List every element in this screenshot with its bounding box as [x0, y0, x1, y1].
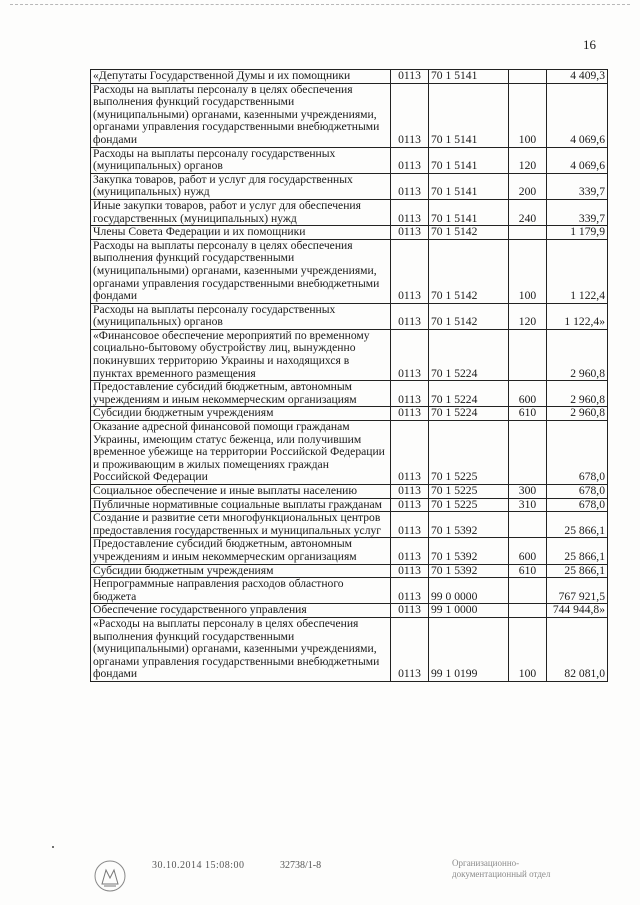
- row-vr-cell: 100: [509, 83, 547, 147]
- row-section-cell: 0113: [391, 578, 429, 604]
- row-vr-cell: 120: [509, 303, 547, 329]
- row-section-cell: 0113: [391, 407, 429, 421]
- row-vr-cell: 300: [509, 485, 547, 499]
- table-row: [91, 564, 608, 578]
- scan-top-edge: [10, 4, 630, 6]
- table-row: [91, 407, 608, 421]
- row-csr-cell: 70 1 5225: [429, 485, 509, 499]
- row-vr-cell: [509, 226, 547, 240]
- row-name-cell: Предоставление субсидий бюджетным, автономным учреждениям и иным некоммерческим организациям: [91, 381, 391, 407]
- row-vr-cell: [509, 421, 547, 485]
- row-csr-cell: 99 1 0199: [429, 617, 509, 681]
- row-amount-cell: 25 866,1: [547, 538, 608, 564]
- row-vr-cell: 100: [509, 617, 547, 681]
- row-csr-cell: 70 1 5142: [429, 226, 509, 240]
- row-csr-cell: 70 1 5392: [429, 564, 509, 578]
- page-footer: [0, 858, 640, 898]
- row-name-cell: Члены Совета Федерации и их помощники: [91, 226, 391, 240]
- footer-department-line1: Организационно-: [452, 858, 520, 868]
- footer-datetime: 30.10.2014 15:08:00: [152, 860, 245, 871]
- table-row: [91, 512, 608, 538]
- row-amount-cell: 1 122,4: [547, 239, 608, 303]
- row-amount-cell: 678,0: [547, 485, 608, 499]
- row-csr-cell: 70 1 5141: [429, 83, 509, 147]
- row-name-cell: Иные закупки товаров, работ и услуг для обеспечения государственных (муниципальных) нужд: [91, 199, 391, 225]
- row-section-cell: 0113: [391, 147, 429, 173]
- row-csr-cell: 70 1 5141: [429, 147, 509, 173]
- row-vr-cell: 120: [509, 147, 547, 173]
- footer-doc-code: 32738/1-8: [280, 860, 322, 871]
- row-name-cell: Предоставление субсидий бюджетным, автономным учреждениям и иным некоммерческим организациям: [91, 538, 391, 564]
- row-amount-cell: 25 866,1: [547, 564, 608, 578]
- table-row: [91, 381, 608, 407]
- table-row: [91, 226, 608, 240]
- row-csr-cell: 70 1 5141: [429, 173, 509, 199]
- table-row: [91, 199, 608, 225]
- row-vr-cell: [509, 578, 547, 604]
- row-vr-cell: [509, 604, 547, 618]
- row-csr-cell: 70 1 5142: [429, 239, 509, 303]
- row-amount-cell: 678,0: [547, 421, 608, 485]
- table-row: [91, 147, 608, 173]
- row-vr-cell: [509, 70, 547, 84]
- row-section-cell: 0113: [391, 381, 429, 407]
- row-vr-cell: 100: [509, 239, 547, 303]
- row-amount-cell: 2 960,8: [547, 407, 608, 421]
- table-row: [91, 83, 608, 147]
- table-row: [91, 617, 608, 681]
- footer-department-line2: документационный отдел: [452, 869, 551, 879]
- row-csr-cell: 70 1 5141: [429, 70, 509, 84]
- row-name-cell: Расходы на выплаты персоналу в целях обеспечения выполнения функций государственными (муниципальными) органами, казенными учреждениями, органами управления государственными внебюджетными фондами: [91, 83, 391, 147]
- row-name-cell: Расходы на выплаты персоналу государственных (муниципальных) органов: [91, 303, 391, 329]
- row-name-cell: «Финансовое обеспечение мероприятий по временному социально-бытовому обустройству лиц, вынужденно покинувших территорию Украины и находящихся в пунктах временного размещения: [91, 329, 391, 380]
- budget-table: [90, 69, 608, 682]
- row-vr-cell: 600: [509, 538, 547, 564]
- row-amount-cell: 2 960,8: [547, 329, 608, 380]
- table-row: [91, 538, 608, 564]
- row-name-cell: Расходы на выплаты персоналу государственных (муниципальных) органов: [91, 147, 391, 173]
- row-name-cell: Обеспечение государственного управления: [91, 604, 391, 618]
- table-row: [91, 239, 608, 303]
- table-row: [91, 604, 608, 618]
- row-section-cell: 0113: [391, 239, 429, 303]
- row-vr-cell: [509, 329, 547, 380]
- row-csr-cell: 70 1 5225: [429, 498, 509, 512]
- row-name-cell: Публичные нормативные социальные выплаты гражданам: [91, 498, 391, 512]
- row-amount-cell: 4 069,6: [547, 147, 608, 173]
- row-section-cell: 0113: [391, 604, 429, 618]
- row-section-cell: 0113: [391, 226, 429, 240]
- row-section-cell: 0113: [391, 70, 429, 84]
- table-row: [91, 578, 608, 604]
- row-csr-cell: 70 1 5392: [429, 512, 509, 538]
- table-row: [91, 485, 608, 499]
- row-csr-cell: 70 1 5224: [429, 329, 509, 380]
- row-vr-cell: 610: [509, 564, 547, 578]
- row-section-cell: 0113: [391, 303, 429, 329]
- row-section-cell: 0113: [391, 199, 429, 225]
- row-csr-cell: 70 1 5225: [429, 421, 509, 485]
- row-amount-cell: 2 960,8: [547, 381, 608, 407]
- row-csr-cell: 99 1 0000: [429, 604, 509, 618]
- row-section-cell: 0113: [391, 512, 429, 538]
- budget-table-body: [91, 70, 608, 682]
- table-row: [91, 173, 608, 199]
- page-number: 16: [583, 37, 596, 52]
- row-vr-cell: 240: [509, 199, 547, 225]
- row-name-cell: Расходы на выплаты персоналу в целях обеспечения выполнения функций государственными (муниципальными) органами, казенными учреждениями, органами управления государственными внебюджетными фондами: [91, 239, 391, 303]
- row-vr-cell: 310: [509, 498, 547, 512]
- row-name-cell: «Расходы на выплаты персоналу в целях обеспечения выполнения функций государственными (муниципальными) органами, казенными учреждениями, органами управления государственными внебюджетными фондами: [91, 617, 391, 681]
- row-amount-cell: 339,7: [547, 199, 608, 225]
- row-name-cell: Создание и развитие сети многофункциональных центров предоставления государственных и муниципальных услуг: [91, 512, 391, 538]
- row-amount-cell: 1 179,9: [547, 226, 608, 240]
- row-name-cell: Субсидии бюджетным учреждениям: [91, 407, 391, 421]
- row-section-cell: 0113: [391, 421, 429, 485]
- row-name-cell: «Депутаты Государственной Думы и их помощники: [91, 70, 391, 84]
- row-vr-cell: [509, 512, 547, 538]
- row-amount-cell: 1 122,4»: [547, 303, 608, 329]
- table-row: [91, 329, 608, 380]
- row-csr-cell: 70 1 5142: [429, 303, 509, 329]
- row-name-cell: Оказание адресной финансовой помощи гражданам Украины, имеющим статус беженца, или получившим временное убежище на территории Российской Федерации и проживающим в жилых помещениях граждан Российской Федерации: [91, 421, 391, 485]
- row-amount-cell: 82 081,0: [547, 617, 608, 681]
- row-amount-cell: 678,0: [547, 498, 608, 512]
- table-row: [91, 421, 608, 485]
- row-csr-cell: 70 1 5141: [429, 199, 509, 225]
- row-amount-cell: 339,7: [547, 173, 608, 199]
- table-row: [91, 498, 608, 512]
- row-name-cell: Закупка товаров, работ и услуг для государственных (муниципальных) нужд: [91, 173, 391, 199]
- row-vr-cell: 200: [509, 173, 547, 199]
- table-row: [91, 303, 608, 329]
- row-vr-cell: 600: [509, 381, 547, 407]
- row-section-cell: 0113: [391, 564, 429, 578]
- row-name-cell: Социальное обеспечение и иные выплаты населению: [91, 485, 391, 499]
- row-name-cell: Непрограммные направления расходов областного бюджета: [91, 578, 391, 604]
- row-section-cell: 0113: [391, 617, 429, 681]
- row-section-cell: 0113: [391, 173, 429, 199]
- row-amount-cell: 4 409,3: [547, 70, 608, 84]
- row-section-cell: 0113: [391, 498, 429, 512]
- row-csr-cell: 70 1 5224: [429, 381, 509, 407]
- row-csr-cell: 99 0 0000: [429, 578, 509, 604]
- row-csr-cell: 70 1 5224: [429, 407, 509, 421]
- row-vr-cell: 610: [509, 407, 547, 421]
- row-section-cell: 0113: [391, 538, 429, 564]
- row-amount-cell: 767 921,5: [547, 578, 608, 604]
- row-amount-cell: 4 069,6: [547, 83, 608, 147]
- emblem-icon: [92, 858, 128, 894]
- scan-speck: [52, 846, 54, 848]
- row-section-cell: 0113: [391, 83, 429, 147]
- row-amount-cell: 744 944,8»: [547, 604, 608, 618]
- row-amount-cell: 25 866,1: [547, 512, 608, 538]
- table-row: [91, 70, 608, 84]
- row-name-cell: Субсидии бюджетным учреждениям: [91, 564, 391, 578]
- row-csr-cell: 70 1 5392: [429, 538, 509, 564]
- row-section-cell: 0113: [391, 485, 429, 499]
- row-section-cell: 0113: [391, 329, 429, 380]
- footer-department: [452, 858, 550, 880]
